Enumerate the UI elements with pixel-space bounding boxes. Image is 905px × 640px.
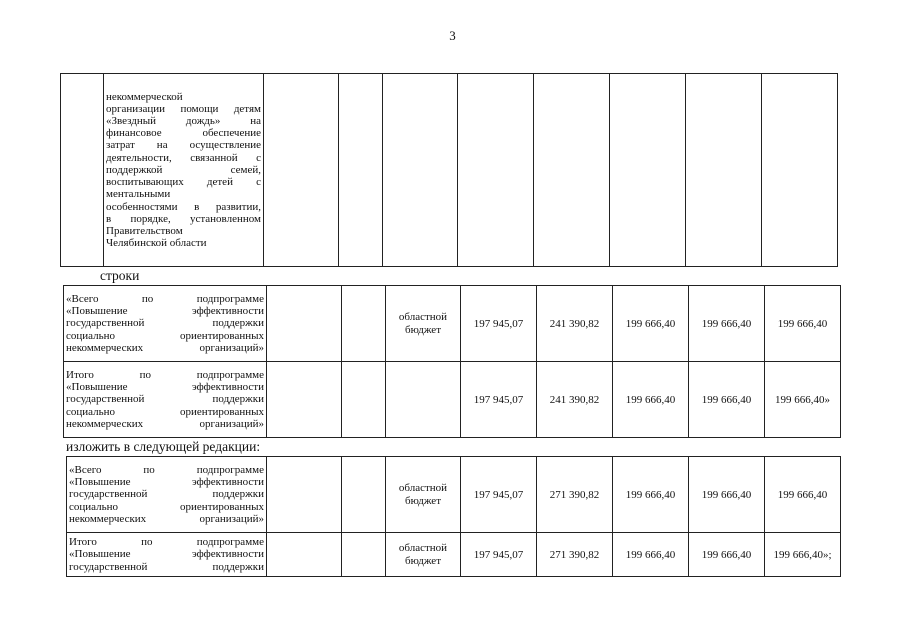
value-cell: 199 666,40: [765, 457, 841, 533]
value-cell: 199 666,40»;: [765, 533, 841, 577]
row-description: Итого по подпрограмме «Повышение эффективности государственной поддержки социально ориентированных некоммерческих организаций»: [64, 362, 267, 438]
value-cell: 199 666,40: [765, 286, 841, 362]
row-description: некоммерческой организации помощи детям «Звездный дождь» на финансовое обеспечение затрат на осуществление деятельности, связанной с поддержкой семей, воспитывающих детей с ментальными особенностями в развитии, в порядке, установленном Правительством Челябинской области: [104, 74, 264, 267]
value-cell: 197 945,07: [461, 533, 537, 577]
funding-source: областной бюджет: [386, 533, 461, 577]
table-row: [67, 533, 841, 577]
table-old-rows: [63, 285, 841, 438]
table-new-rows: [66, 456, 841, 577]
row-description: «Всего по подпрограмме «Повышение эффективности государственной поддержки социально ориентированных некоммерческих организаций»: [64, 286, 267, 362]
value-cell: 199 666,40: [689, 457, 765, 533]
funding-source: областной бюджет: [386, 286, 461, 362]
value-cell: 241 390,82: [537, 286, 613, 362]
empty-cell: [342, 533, 386, 577]
table-row: [64, 362, 841, 438]
empty-cell: [267, 362, 342, 438]
empty-cell: [342, 457, 386, 533]
value-cell: 199 666,40: [613, 533, 689, 577]
page-number: 3: [449, 28, 456, 43]
phrase-rows: строки: [100, 268, 140, 283]
table-continued-row: [60, 73, 838, 267]
empty-cell: [339, 74, 383, 267]
empty-cell: [267, 457, 342, 533]
funding-source: [386, 362, 461, 438]
value-cell: 199 666,40»: [765, 362, 841, 438]
phrase-edit: изложить в следующей редакции:: [66, 439, 261, 454]
value-cell: 199 666,40: [613, 457, 689, 533]
empty-cell: [267, 533, 342, 577]
value-cell: 199 666,40: [689, 362, 765, 438]
value-cell: 199 666,40: [689, 533, 765, 577]
empty-cell: [610, 74, 686, 267]
value-cell: 199 666,40: [613, 286, 689, 362]
empty-cell: [534, 74, 610, 267]
value-cell: 271 390,82: [537, 457, 613, 533]
value-cell: 241 390,82: [537, 362, 613, 438]
value-cell: 199 666,40: [689, 286, 765, 362]
empty-cell: [264, 74, 339, 267]
value-cell: 199 666,40: [613, 362, 689, 438]
value-cell: 271 390,82: [537, 533, 613, 577]
table-row: [61, 74, 838, 267]
empty-cell: [61, 74, 104, 267]
value-cell: 197 945,07: [461, 286, 537, 362]
table-row: [64, 286, 841, 362]
row-description: Итого по подпрограмме «Повышение эффективности государственной поддержки: [67, 533, 267, 577]
empty-cell: [383, 74, 458, 267]
funding-source: областной бюджет: [386, 457, 461, 533]
empty-cell: [686, 74, 762, 267]
empty-cell: [762, 74, 838, 267]
row-description: «Всего по подпрограмме «Повышение эффективности государственной поддержки социально ориентированных некоммерческих организаций»: [67, 457, 267, 533]
table-row: [67, 457, 841, 533]
value-cell: 197 945,07: [461, 362, 537, 438]
empty-cell: [267, 286, 342, 362]
empty-cell: [342, 362, 386, 438]
value-cell: 197 945,07: [461, 457, 537, 533]
empty-cell: [342, 286, 386, 362]
empty-cell: [458, 74, 534, 267]
